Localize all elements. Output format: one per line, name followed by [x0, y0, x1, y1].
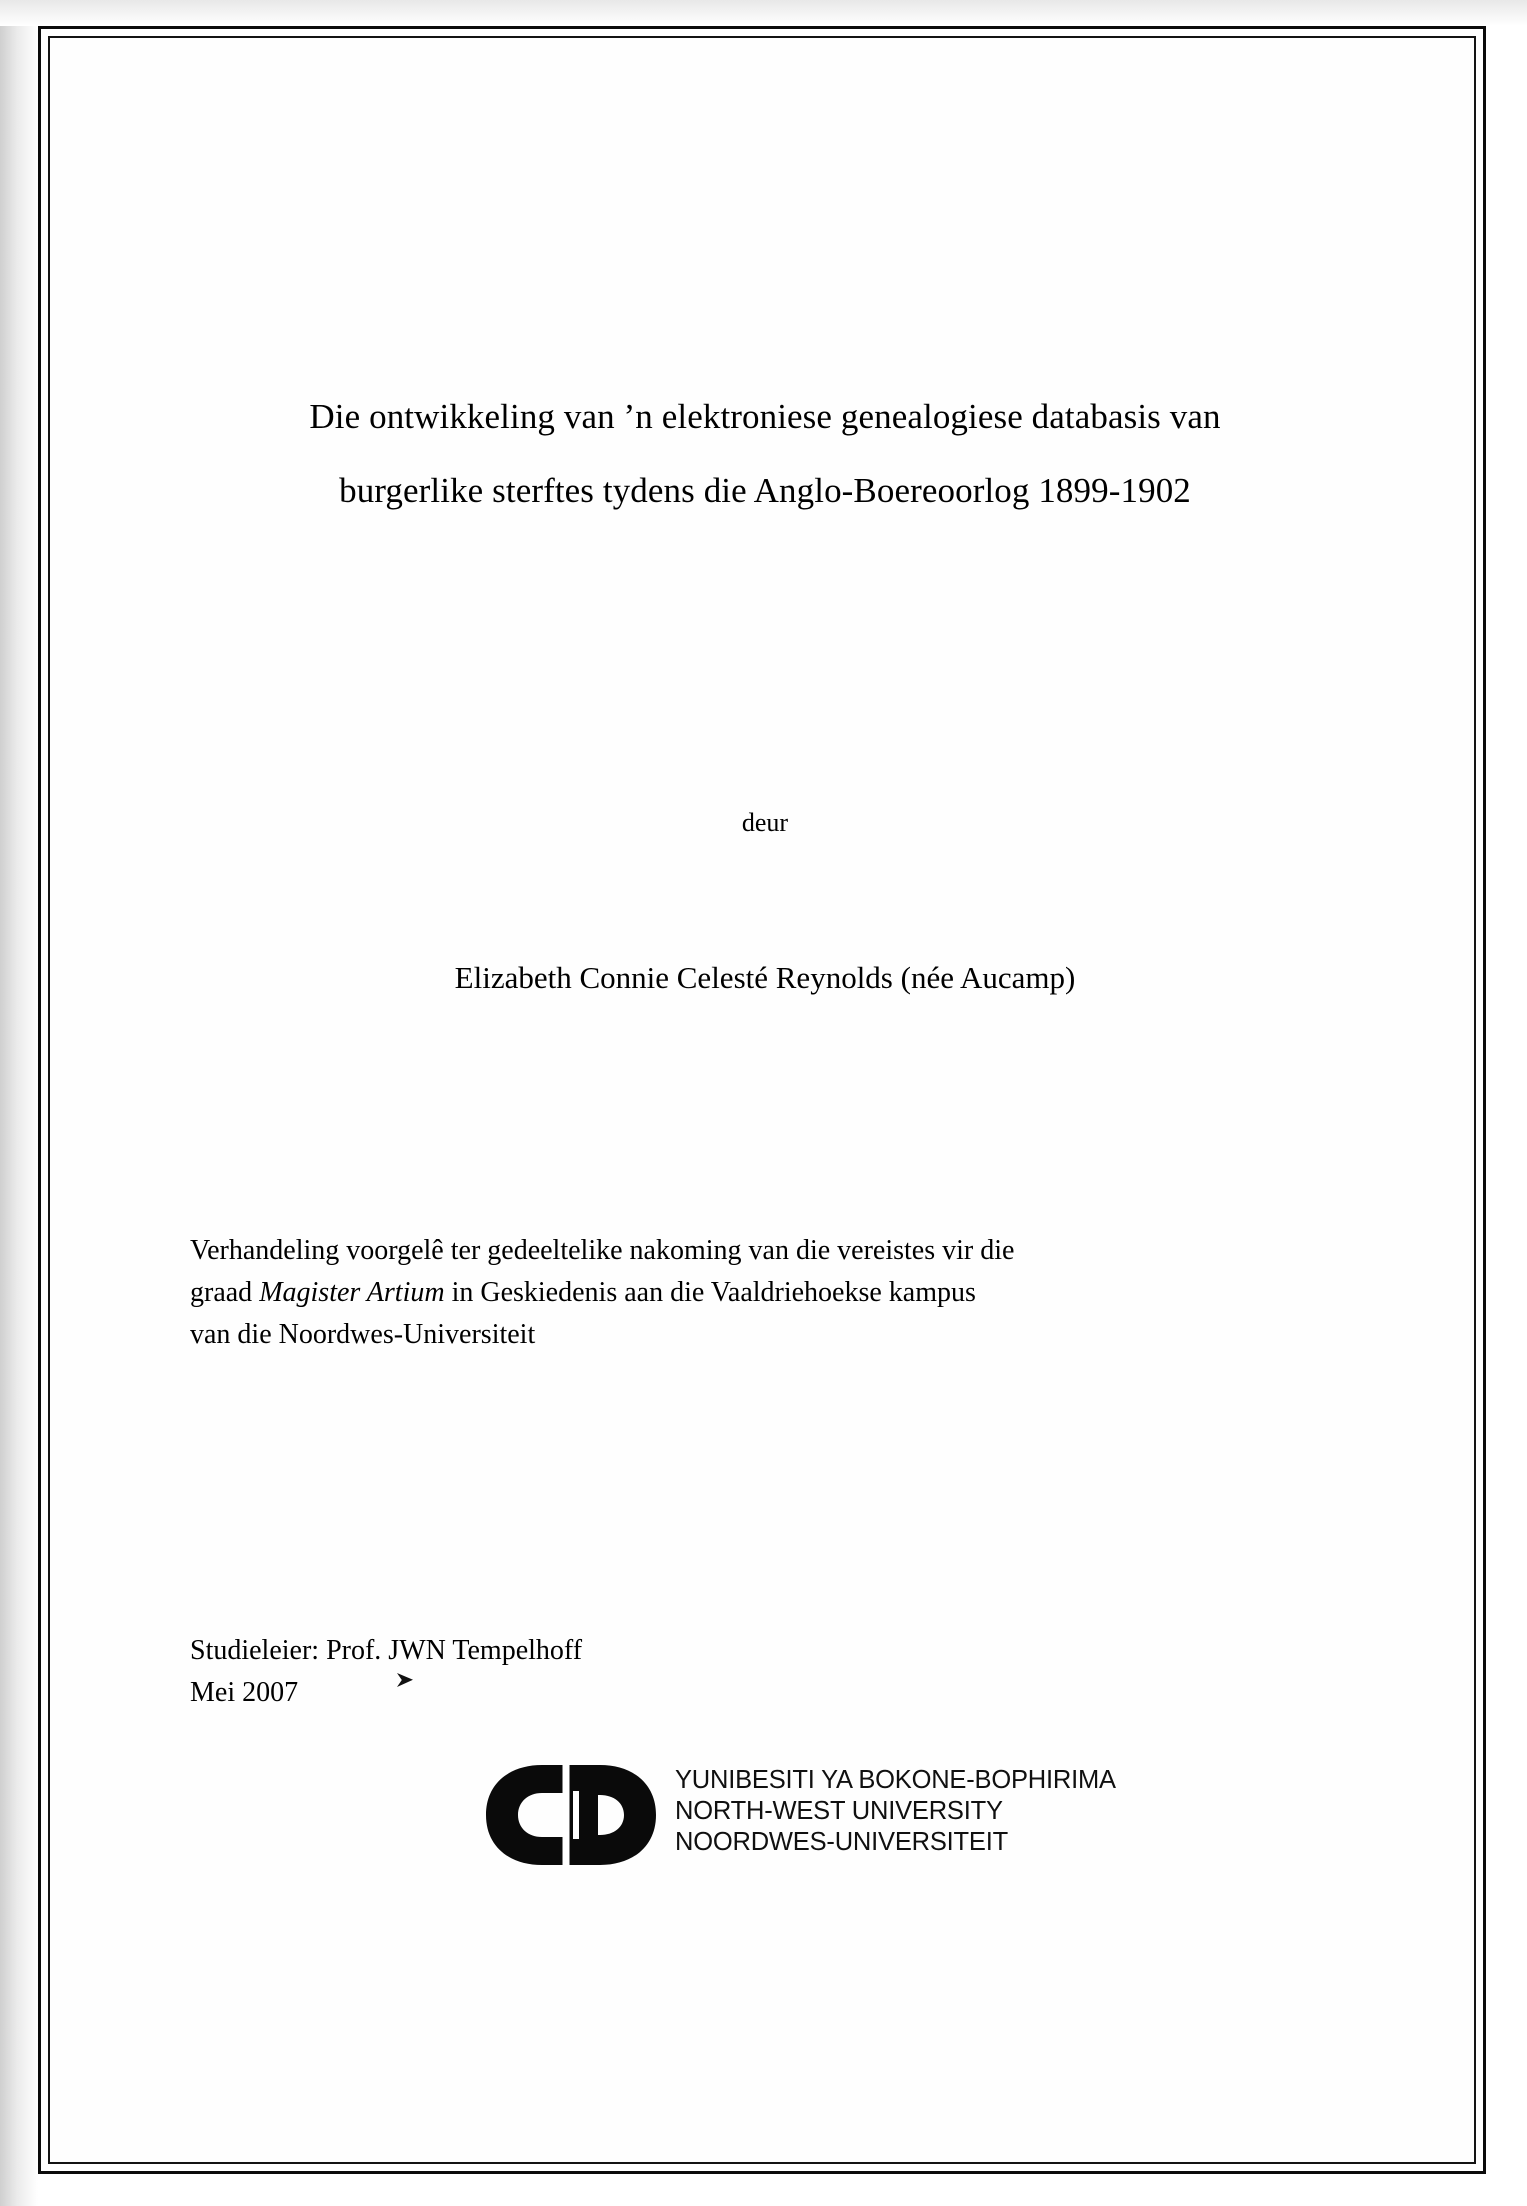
scan-left-edge-shadow: [0, 0, 38, 2206]
university-logo-block: [480, 1755, 1220, 1885]
degree-name-italic: Magister Artium: [259, 1277, 445, 1308]
degree-statement-line-3: van die Noordwes-Universiteit: [190, 1319, 536, 1350]
logo-text-line-2: NORTH-WEST UNIVERSITY: [675, 1797, 1003, 1825]
degree-statement-line-1: Verhandeling voorgelê ter gedeeltelike nakoming van die vereistes vir die: [190, 1235, 1015, 1266]
author-name: Elizabeth Connie Celesté Reynolds (née Aucamp): [454, 960, 1076, 995]
degree-statement: [190, 1230, 1308, 1356]
supervisor-line: Studieleier: Prof. JWN Tempelhoff: [190, 1635, 583, 1666]
north-west-university-logo-icon: [480, 1761, 665, 1869]
title-line-1: Die ontwikkeling van ’n elektroniese genealogiese databasis van: [309, 397, 1221, 436]
supervisor-block: [190, 1630, 1090, 1714]
title-line-2: burgerlike sterftes tydens die Anglo-Boereoorlog 1899-1902: [339, 471, 1191, 510]
degree-statement-line-2-pre: graad: [190, 1277, 260, 1308]
degree-statement-line-2: [190, 1272, 1308, 1314]
degree-statement-line-2-post: in Geskiedenis aan die Vaaldriehoekse kampus: [444, 1277, 976, 1308]
by-label: deur: [741, 808, 789, 837]
date-line: Mei 2007: [190, 1677, 299, 1708]
page-title: [185, 380, 1345, 528]
university-logo-text: [675, 1765, 1215, 1858]
title-page-content: [150, 60, 1380, 2120]
logo-text-line-1: YUNIBESITI YA BOKONE-BOPHIRIMA: [675, 1766, 1116, 1794]
logo-text-line-3: NOORDWES-UNIVERSITEIT: [675, 1828, 1008, 1856]
scan-top-edge-shadow: [0, 0, 1527, 26]
